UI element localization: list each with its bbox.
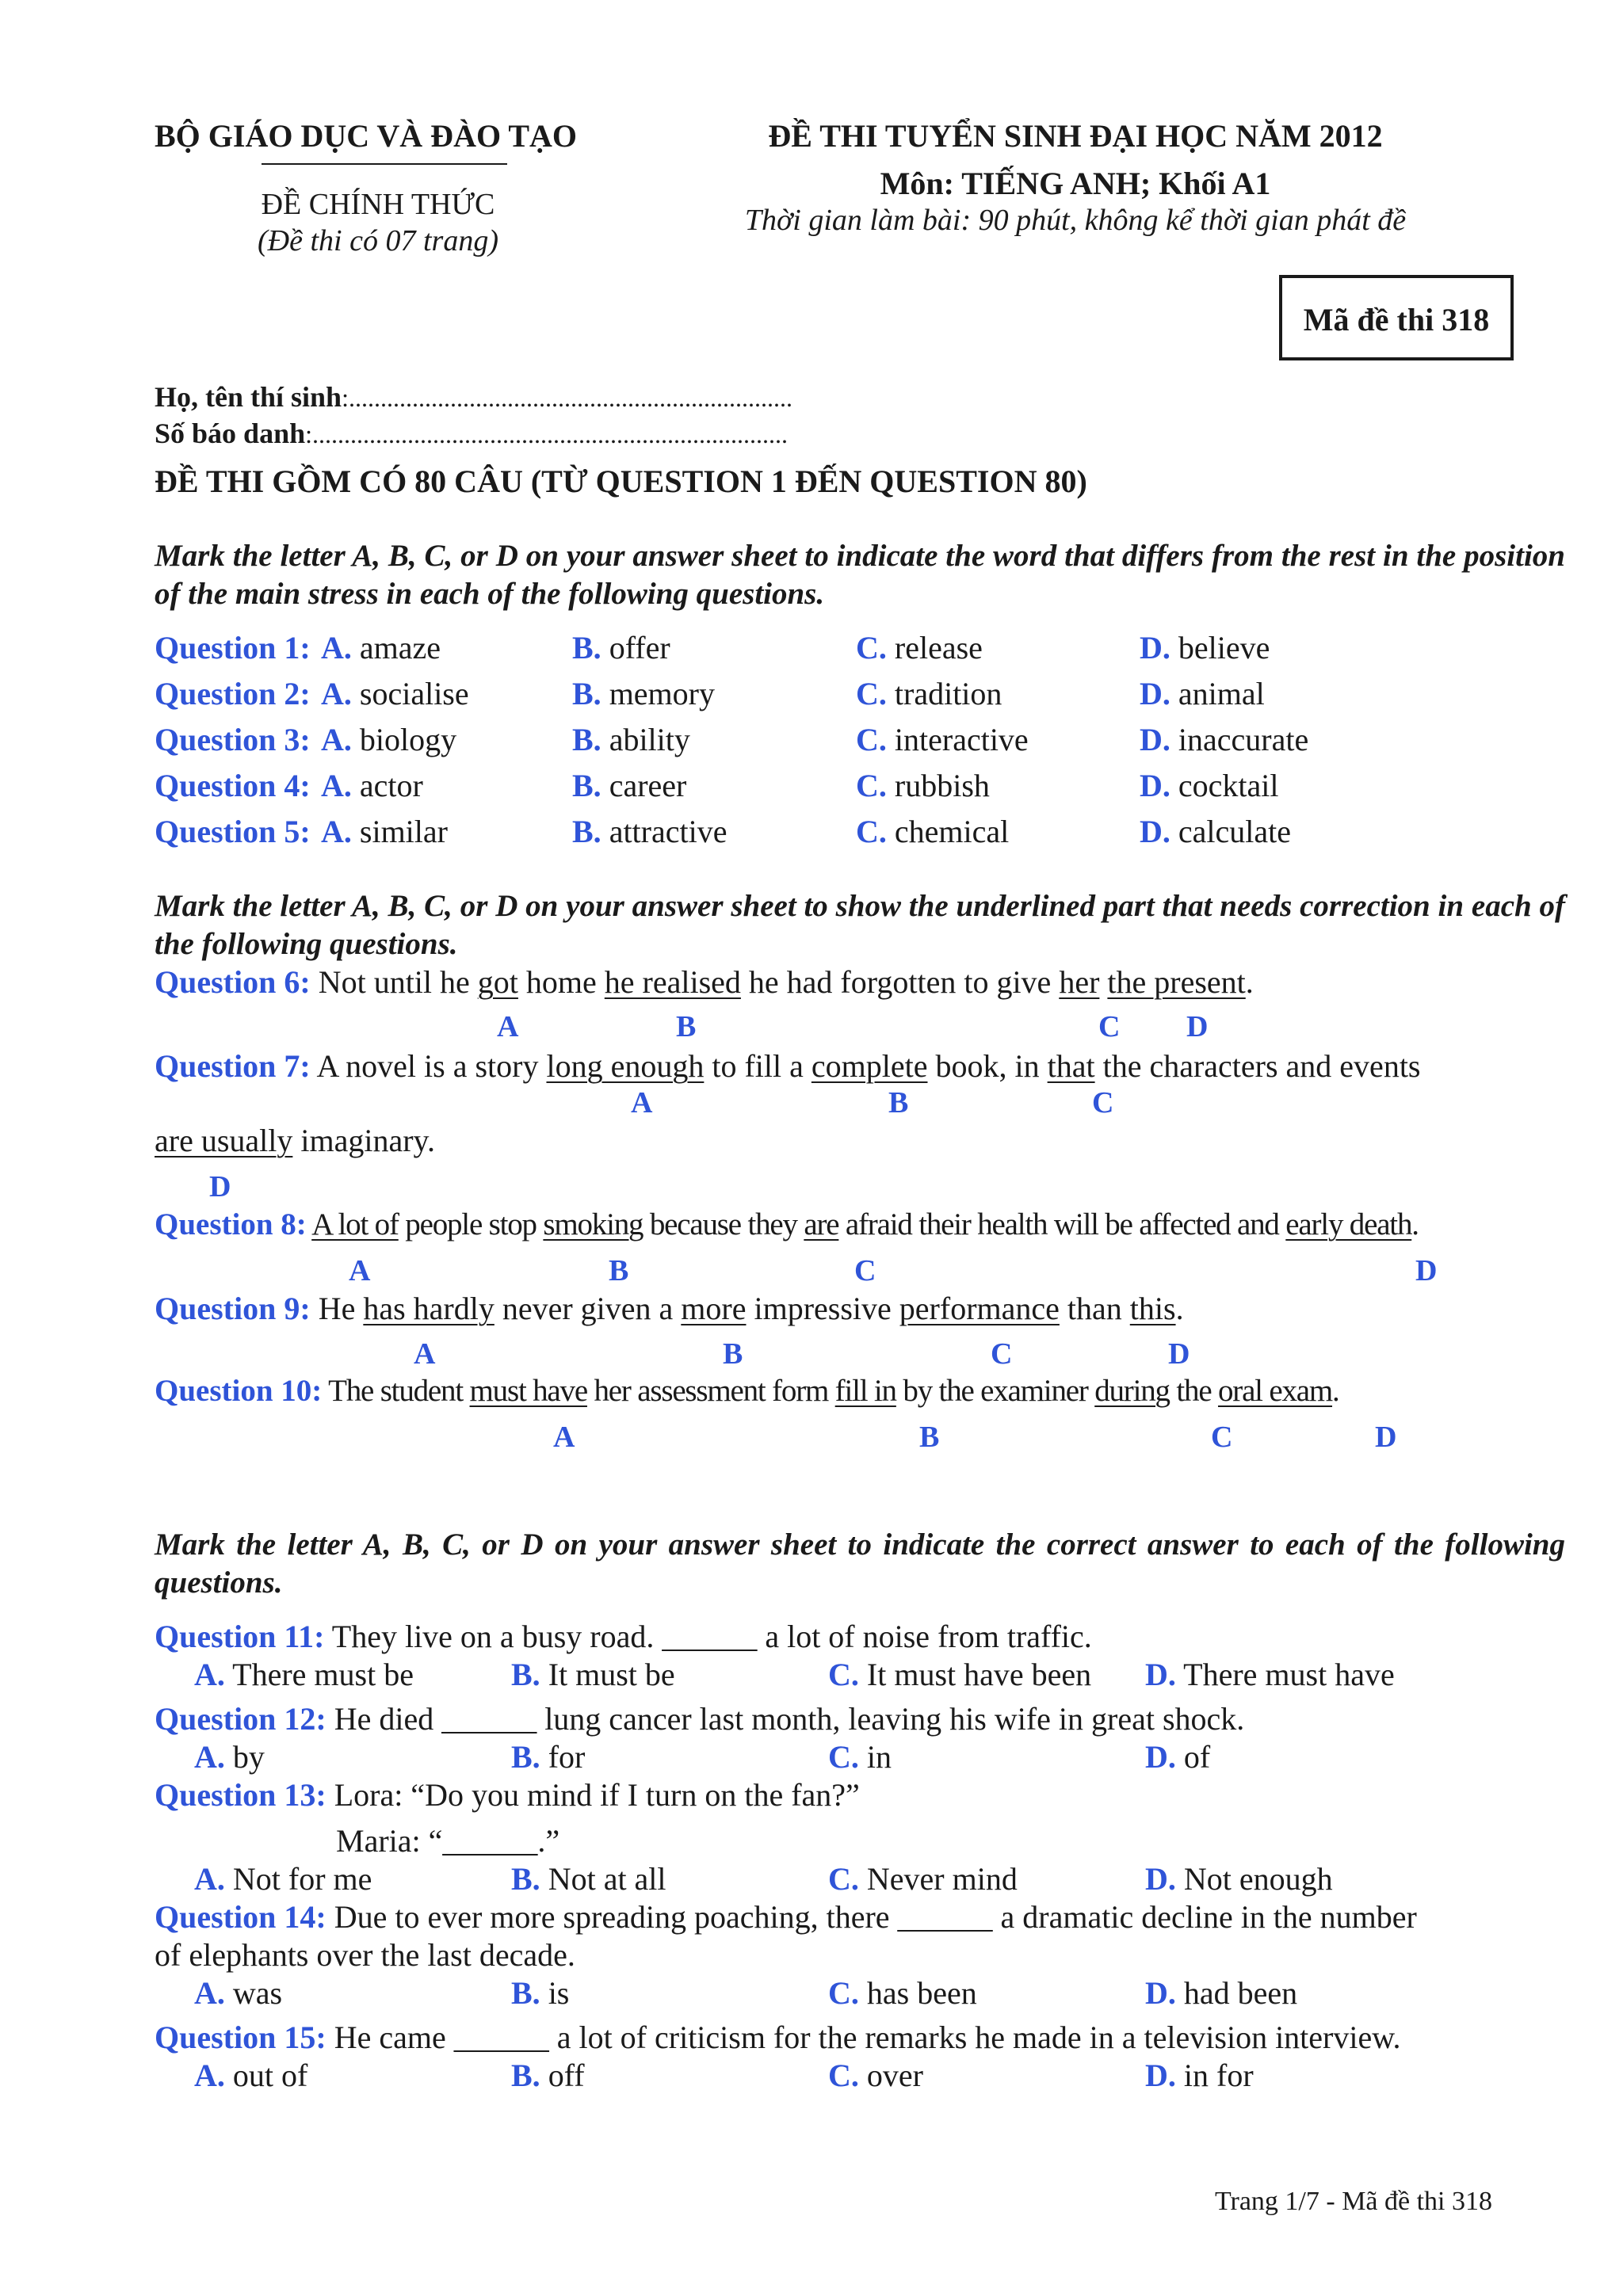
letter-b: B [609,1254,629,1287]
option-text: off [548,2058,585,2093]
option-letter: D. [1145,1975,1176,2011]
candidate-name-label: Họ, tên thí sinh [155,381,342,413]
option-letter: D. [1140,676,1170,711]
option-text: release [894,630,983,666]
underlined-part-d: early death [1285,1207,1412,1241]
option-letter: B. [511,1975,540,2011]
option-d [1145,2057,1254,2094]
option-d [1140,721,1308,758]
sentence-part: . [1175,1291,1184,1326]
option-text: rubbish [894,768,990,803]
question-7 [155,1047,1421,1085]
pages-note: (Đề thi có 07 trang) [258,224,498,257]
option-text: offer [609,630,670,666]
option-text: cocktail [1178,768,1279,803]
option-d [1145,1860,1333,1897]
option-text: in for [1183,2058,1254,2093]
letter-a: A [349,1254,371,1287]
option-c [856,629,983,666]
option-text: It must have been [866,1657,1092,1692]
underlined-part-c: that [1047,1048,1095,1084]
option-b [572,767,686,804]
option-b [572,675,715,712]
question-label: Question 11: [155,1619,325,1654]
option-c [828,1974,977,2012]
sentence-part: imaginary. [292,1123,435,1158]
option-text: amaze [359,630,441,666]
question-text: Due to ever more spreading poaching, there ______ a dramatic decline in the number [334,1899,1417,1935]
underlined-part-c: her [1059,964,1100,1000]
letter-d: D [1168,1337,1190,1371]
option-letter: D. [1145,1861,1176,1897]
underlined-part-b: fill in [834,1374,896,1408]
option-letter: C. [856,814,887,849]
underlined-part-d: the present [1107,964,1246,1000]
sentence-part: her assessment form [586,1374,835,1408]
question-label: Question 4: [155,768,311,803]
underlined-part-d: this [1129,1291,1176,1326]
ministry-name: BỘ GIÁO DỤC VÀ ĐÀO TẠO [155,118,578,154]
letter-a: A [497,1010,519,1043]
question-label: Question 14: [155,1899,327,1935]
exam-subject: Môn: TIẾNG ANH; Khối A1 [880,166,1271,201]
option-letter: C. [856,722,887,757]
sentence-part: the characters and events [1094,1048,1421,1084]
option-text: biology [359,722,457,757]
option-a [321,629,441,666]
sentence-part: Not until he [318,964,478,1000]
underlined-part-d: oral exam [1217,1374,1333,1408]
sentence-part: . [1332,1374,1339,1408]
option-d [1140,629,1270,666]
sentence-part: by the examiner [896,1374,1095,1408]
sentence-part: . [1411,1207,1419,1241]
option-letter: D. [1140,722,1170,757]
letter-a: A [631,1086,653,1119]
exam-duration: Thời gian làm bài: 90 phút, không kể thời gian phát đề [744,204,1407,237]
question-text: Lora: “Do you mind if I turn on the fan?” [334,1777,860,1813]
question-label: Question 3: [155,722,311,757]
sentence-part: the [1169,1374,1218,1408]
question-label: Question 8: [155,1207,307,1241]
option-letter: D. [1145,1739,1176,1775]
option-text: Not at all [548,1861,666,1897]
question-13 [155,1776,860,1814]
option-letter: D. [1145,1657,1176,1692]
sentence-part: afraid their health will be affected and [838,1207,1286,1241]
option-letter: B. [511,1657,540,1692]
option-d [1140,813,1291,850]
option-letter: A. [321,768,352,803]
question-label: Question 10: [155,1374,323,1408]
question-13-reply: Maria: “______.” [336,1823,560,1859]
option-a [321,721,456,758]
sentence-part: book, in [927,1048,1048,1084]
underlined-part-b: smoking [543,1207,643,1241]
option-text: of [1183,1739,1211,1775]
option-text: ability [609,722,690,757]
question-text: They live on a busy road. ______ a lot of noise from traffic. [331,1619,1092,1654]
sentence-part: because they [643,1207,804,1241]
question-label: Question 12: [155,1701,327,1737]
option-letter: C. [856,768,887,803]
letter-b: B [888,1086,909,1119]
question-10 [155,1373,1339,1409]
letter-c: C [1092,1086,1114,1119]
option-text: is [548,1975,570,2011]
option-b [511,1974,569,2012]
sentence-part: He [318,1291,364,1326]
option-letter: A. [321,722,352,757]
option-d [1140,675,1265,712]
letter-d: D [1375,1421,1397,1454]
option-text: out of [232,2058,308,2093]
option-letter: B. [572,722,601,757]
underlined-part-d: are usually [155,1123,293,1158]
option-text: Not for me [232,1861,372,1897]
letter-d: D [209,1170,231,1203]
sentence-part: home [517,964,605,1000]
option-letter: C. [828,2058,859,2093]
letter-d: D [1415,1254,1438,1287]
question-15 [155,2019,1401,2056]
option-letter: C. [828,1739,859,1775]
question-14 [155,1898,1494,1936]
option-text: It must be [548,1657,675,1692]
option-d [1145,1656,1395,1693]
option-a [194,1738,265,1775]
letter-a: A [414,1337,436,1371]
option-text: socialise [359,676,469,711]
underlined-part-b: complete [811,1048,928,1084]
sentence-part: to fill a [704,1048,812,1084]
letter-b: B [723,1337,743,1371]
option-c [828,1738,892,1775]
option-b [572,813,727,850]
underlined-part-c: are [804,1207,839,1241]
option-text: memory [609,676,715,711]
option-d [1145,1738,1210,1775]
question-9 [155,1290,1184,1327]
question-label: Question 13: [155,1777,327,1813]
underlined-part-a: has hardly [363,1291,495,1326]
section1-instruction: Mark the letter A, B, C, or D on your answer sheet to indicate the word that differs from the rest in the position of the main stress in each of the following questions. [155,539,1565,611]
candidate-id-label: Số báo danh [155,418,306,449]
candidate-name-dots: :...................................................................... [342,383,792,412]
question-14-line-2: of elephants over the last decade. [155,1937,575,1973]
question-label: Question 5: [155,814,311,849]
option-text: tradition [894,676,1002,711]
sentence-part: never given a [494,1291,682,1326]
option-text: There must have [1183,1657,1395,1692]
option-letter: A. [194,1861,225,1897]
option-c [856,721,1029,758]
option-c [856,675,1002,712]
sentence-part [1099,964,1107,1000]
underlined-part-c: performance [899,1291,1060,1326]
header-divider [262,163,507,165]
option-letter: C. [828,1975,859,2011]
question-label: Question 15: [155,2019,327,2055]
option-text: in [866,1739,892,1775]
letter-b: B [919,1421,940,1454]
question-text: He died ______ lung cancer last month, leaving his wife in great shock. [334,1701,1245,1737]
option-b [572,721,690,758]
underlined-part-a: A lot of [311,1207,399,1241]
exam-code: Mã đề thi 318 [1303,302,1490,338]
option-a [321,813,448,850]
option-letter: D. [1145,2058,1176,2093]
option-text: had been [1183,1975,1298,2011]
option-b [572,629,670,666]
exam-title: ĐỀ THI TUYỂN SINH ĐẠI HỌC NĂM 2012 [768,118,1383,154]
sentence-part: impressive [746,1291,899,1326]
option-letter: B. [511,1861,540,1897]
option-letter: D. [1140,814,1170,849]
letter-b: B [676,1010,697,1043]
section2-instruction: Mark the letter A, B, C, or D on your answer sheet to show the underlined part that needs correction in each of the following questions. [155,889,1565,961]
option-letter: C. [828,1657,859,1692]
option-text: Not enough [1183,1861,1333,1897]
option-text: by [232,1739,265,1775]
underlined-part-c: during [1094,1374,1170,1408]
option-text: for [548,1739,586,1775]
underlined-part-a: long enough [546,1048,705,1084]
option-letter: A. [321,630,352,666]
option-text: career [609,768,687,803]
question-label: Question 1: [155,630,311,666]
sentence-part: he had forgotten to give [740,964,1060,1000]
sentence-part: than [1059,1291,1130,1326]
option-b [511,2057,585,2094]
letter-c: C [1098,1010,1121,1043]
question-label: Question 2: [155,676,311,711]
option-text: animal [1178,676,1265,711]
underlined-part-b: he realised [604,964,741,1000]
option-d [1140,767,1279,804]
option-text: inaccurate [1178,722,1309,757]
option-letter: D. [1140,768,1170,803]
option-text: calculate [1178,814,1291,849]
sentence-part: . [1245,964,1254,1000]
option-letter: B. [511,2058,540,2093]
question-text: He came ______ a lot of criticism for the remarks he made in a television interview. [334,2019,1401,2055]
candidate-id-dots: :........................................................................... [305,420,788,448]
option-text: chemical [894,814,1010,849]
option-a [194,2057,307,2094]
option-letter: B. [572,814,601,849]
option-letter: B. [572,630,601,666]
option-letter: B. [572,768,601,803]
option-letter: B. [511,1739,540,1775]
candidate-id-line [155,414,788,451]
option-a [321,767,423,804]
official-label: ĐỀ CHÍNH THỨC [261,188,495,221]
option-letter: C. [856,676,887,711]
underlined-part-a: got [477,964,518,1000]
option-b [511,1860,666,1897]
option-text: There must be [232,1657,414,1692]
option-text: Never mind [866,1861,1018,1897]
option-c [856,767,990,804]
question-6 [155,963,1254,1001]
letter-c: C [1211,1421,1233,1454]
question-label: Question 9: [155,1291,311,1326]
option-letter: A. [194,1657,225,1692]
underlined-part-a: must have [469,1374,587,1408]
option-text: attractive [609,814,727,849]
sentence-part: The student [328,1374,470,1408]
option-c [856,813,1009,850]
option-letter: D. [1140,630,1170,666]
candidate-name-line [155,377,792,414]
option-letter: A. [321,814,352,849]
option-b [511,1738,585,1775]
letter-a: A [553,1421,575,1454]
question-7-line-2 [155,1122,435,1159]
option-a [321,675,469,712]
option-d [1145,1974,1297,2012]
option-text: actor [359,768,423,803]
option-letter: A. [194,1739,225,1775]
sentence-part: A novel is a story [316,1048,547,1084]
underlined-part-b: more [681,1291,747,1326]
option-letter: C. [856,630,887,666]
question-label: Question 6: [155,964,311,1000]
letter-d: D [1186,1010,1209,1043]
option-c [828,1656,1091,1693]
page-footer: Trang 1/7 - Mã đề thi 318 [1214,2187,1492,2216]
question-8 [155,1207,1419,1242]
option-b [511,1656,675,1693]
option-text: over [866,2058,923,2093]
option-a [194,1656,414,1693]
question-12 [155,1700,1244,1737]
option-text: interactive [894,722,1029,757]
option-letter: A. [321,676,352,711]
option-a [194,1974,282,2012]
option-letter: C. [828,1861,859,1897]
option-a [194,1860,372,1897]
total-heading: ĐỀ THI GỒM CÓ 80 CÂU (TỪ QUESTION 1 ĐẾN QUESTION 80) [155,463,1087,499]
section3-instruction: Mark the letter A, B, C, or D on your answer sheet to indicate the correct answer to each of the following questions. [155,1527,1565,1600]
letter-c: C [854,1254,876,1287]
sentence-part: people stop [398,1207,544,1241]
option-text: similar [359,814,448,849]
question-label: Question 7: [155,1048,311,1084]
option-text: was [232,1975,283,2011]
letter-c: C [991,1337,1013,1371]
option-letter: B. [572,676,601,711]
option-letter: A. [194,1975,225,2011]
option-c [828,1860,1018,1897]
question-11 [155,1618,1092,1655]
option-text: believe [1178,630,1270,666]
option-c [828,2057,923,2094]
option-letter: A. [194,2058,225,2093]
option-text: has been [866,1975,977,2011]
